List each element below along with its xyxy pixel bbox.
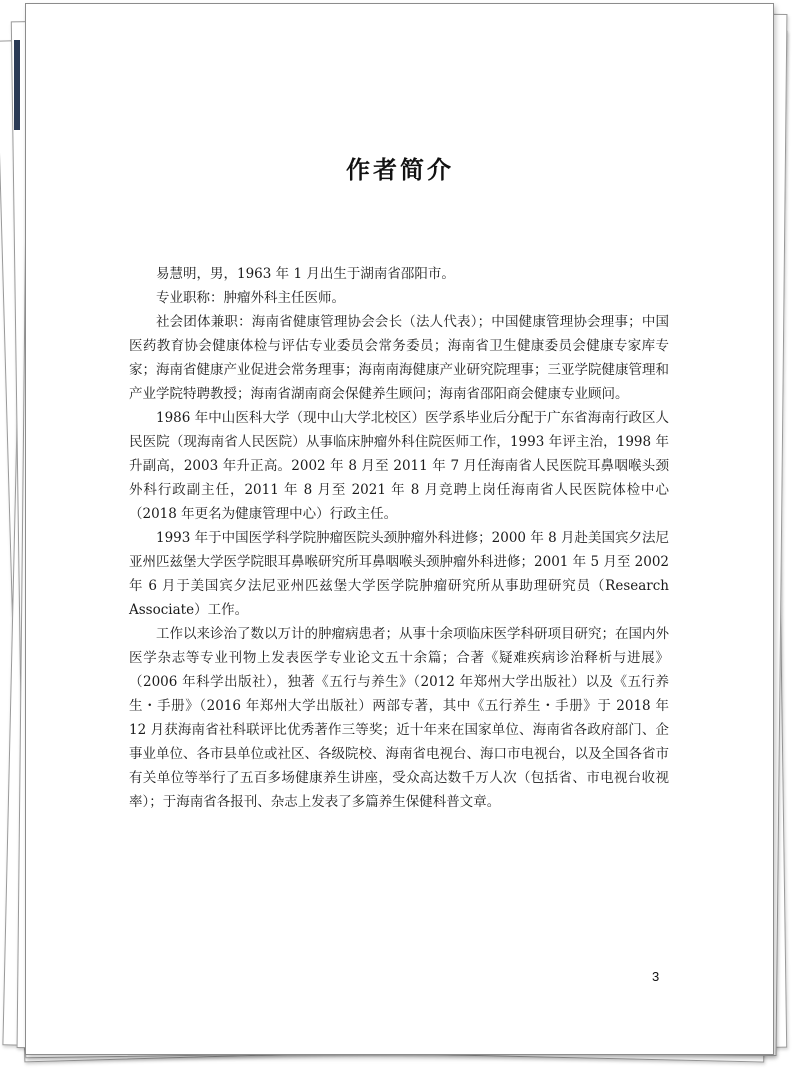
page-number: 3 xyxy=(652,969,660,984)
paragraph-name-birth: 易慧明，男，1963 年 1 月出生于湖南省邵阳市。 xyxy=(156,266,455,282)
book-edge-dark xyxy=(14,40,20,130)
paragraph-career: 1986 年中山医科大学（现中山大学北校区）医学系毕业后分配于广东省海南行政区人民医院（现海南省人民医院）从事临床肿瘤外科住院医师工作，1993 年评主治，1998 年升副高，2003 年升正高。2002 年 8 月至 2011 年 7 月任海南省人民医院耳鼻咽喉头颈外科行政副主任，2011 年 8 月至 2021 年 8 月竞聘上岗任海南省人民医院体检中心（2018 年更名为健康管理中心）行政主任。 xyxy=(129,410,669,522)
document-body xyxy=(129,262,669,814)
paragraph-social-roles: 社会团体兼职：海南省健康管理协会会长（法人代表）；中国健康管理协会理事；中国医药教育协会健康体检与评估专业委员会常务委员；海南省卫生健康委员会健康专家库专家；海南省健康产业促进会常务理事；海南南海健康产业研究院理事；三亚学院健康管理和产业学院特聘教授；海南省湖南商会保健养生顾问；海南省邵阳商会健康专业顾问。 xyxy=(129,314,669,402)
paragraph-professional-title: 专业职称：肿瘤外科主任医师。 xyxy=(156,290,345,306)
paragraph-achievements: 工作以来诊治了数以万计的肿瘤病患者；从事十余项临床医学科研项目研究；在国内外医学杂志等专业刊物上发表医学专业论文五十余篇；合著《疑难疾病诊治释析与进展》（2006 年科学出版社），独著《五行与养生》（2012 年郑州大学出版社）以及《五行养生・手册》（2016 年郑州大学出版社）两部专著，其中《五行养生・手册》于 2018 年 12 月获海南省社科联评比优秀著作三等奖；近十年来在国家单位、海南省各政府部门、企事业单位、各市县单位或社区、各级院校、海南省电视台、海口市电视台，以及全国各省市有关单位等举行了五百多场健康养生讲座，受众高达数千万人次（包括省、市电视台收视率）；于海南省各报刊、杂志上发表了多篇养生保健科普文章。 xyxy=(129,626,669,810)
paragraph-training: 1993 年于中国医学科学院肿瘤医院头颈肿瘤外科进修；2000 年 8 月赴美国宾夕法尼亚州匹兹堡大学医学院眼耳鼻喉研究所耳鼻咽喉头颈肿瘤外科进修；2001 年 5 月至 2002 年 6 月于美国宾夕法尼亚州匹兹堡大学医学院肿瘤研究所从事助理研究员（Research Associate）工作。 xyxy=(129,530,669,618)
page-title: 作者简介 xyxy=(346,155,454,184)
